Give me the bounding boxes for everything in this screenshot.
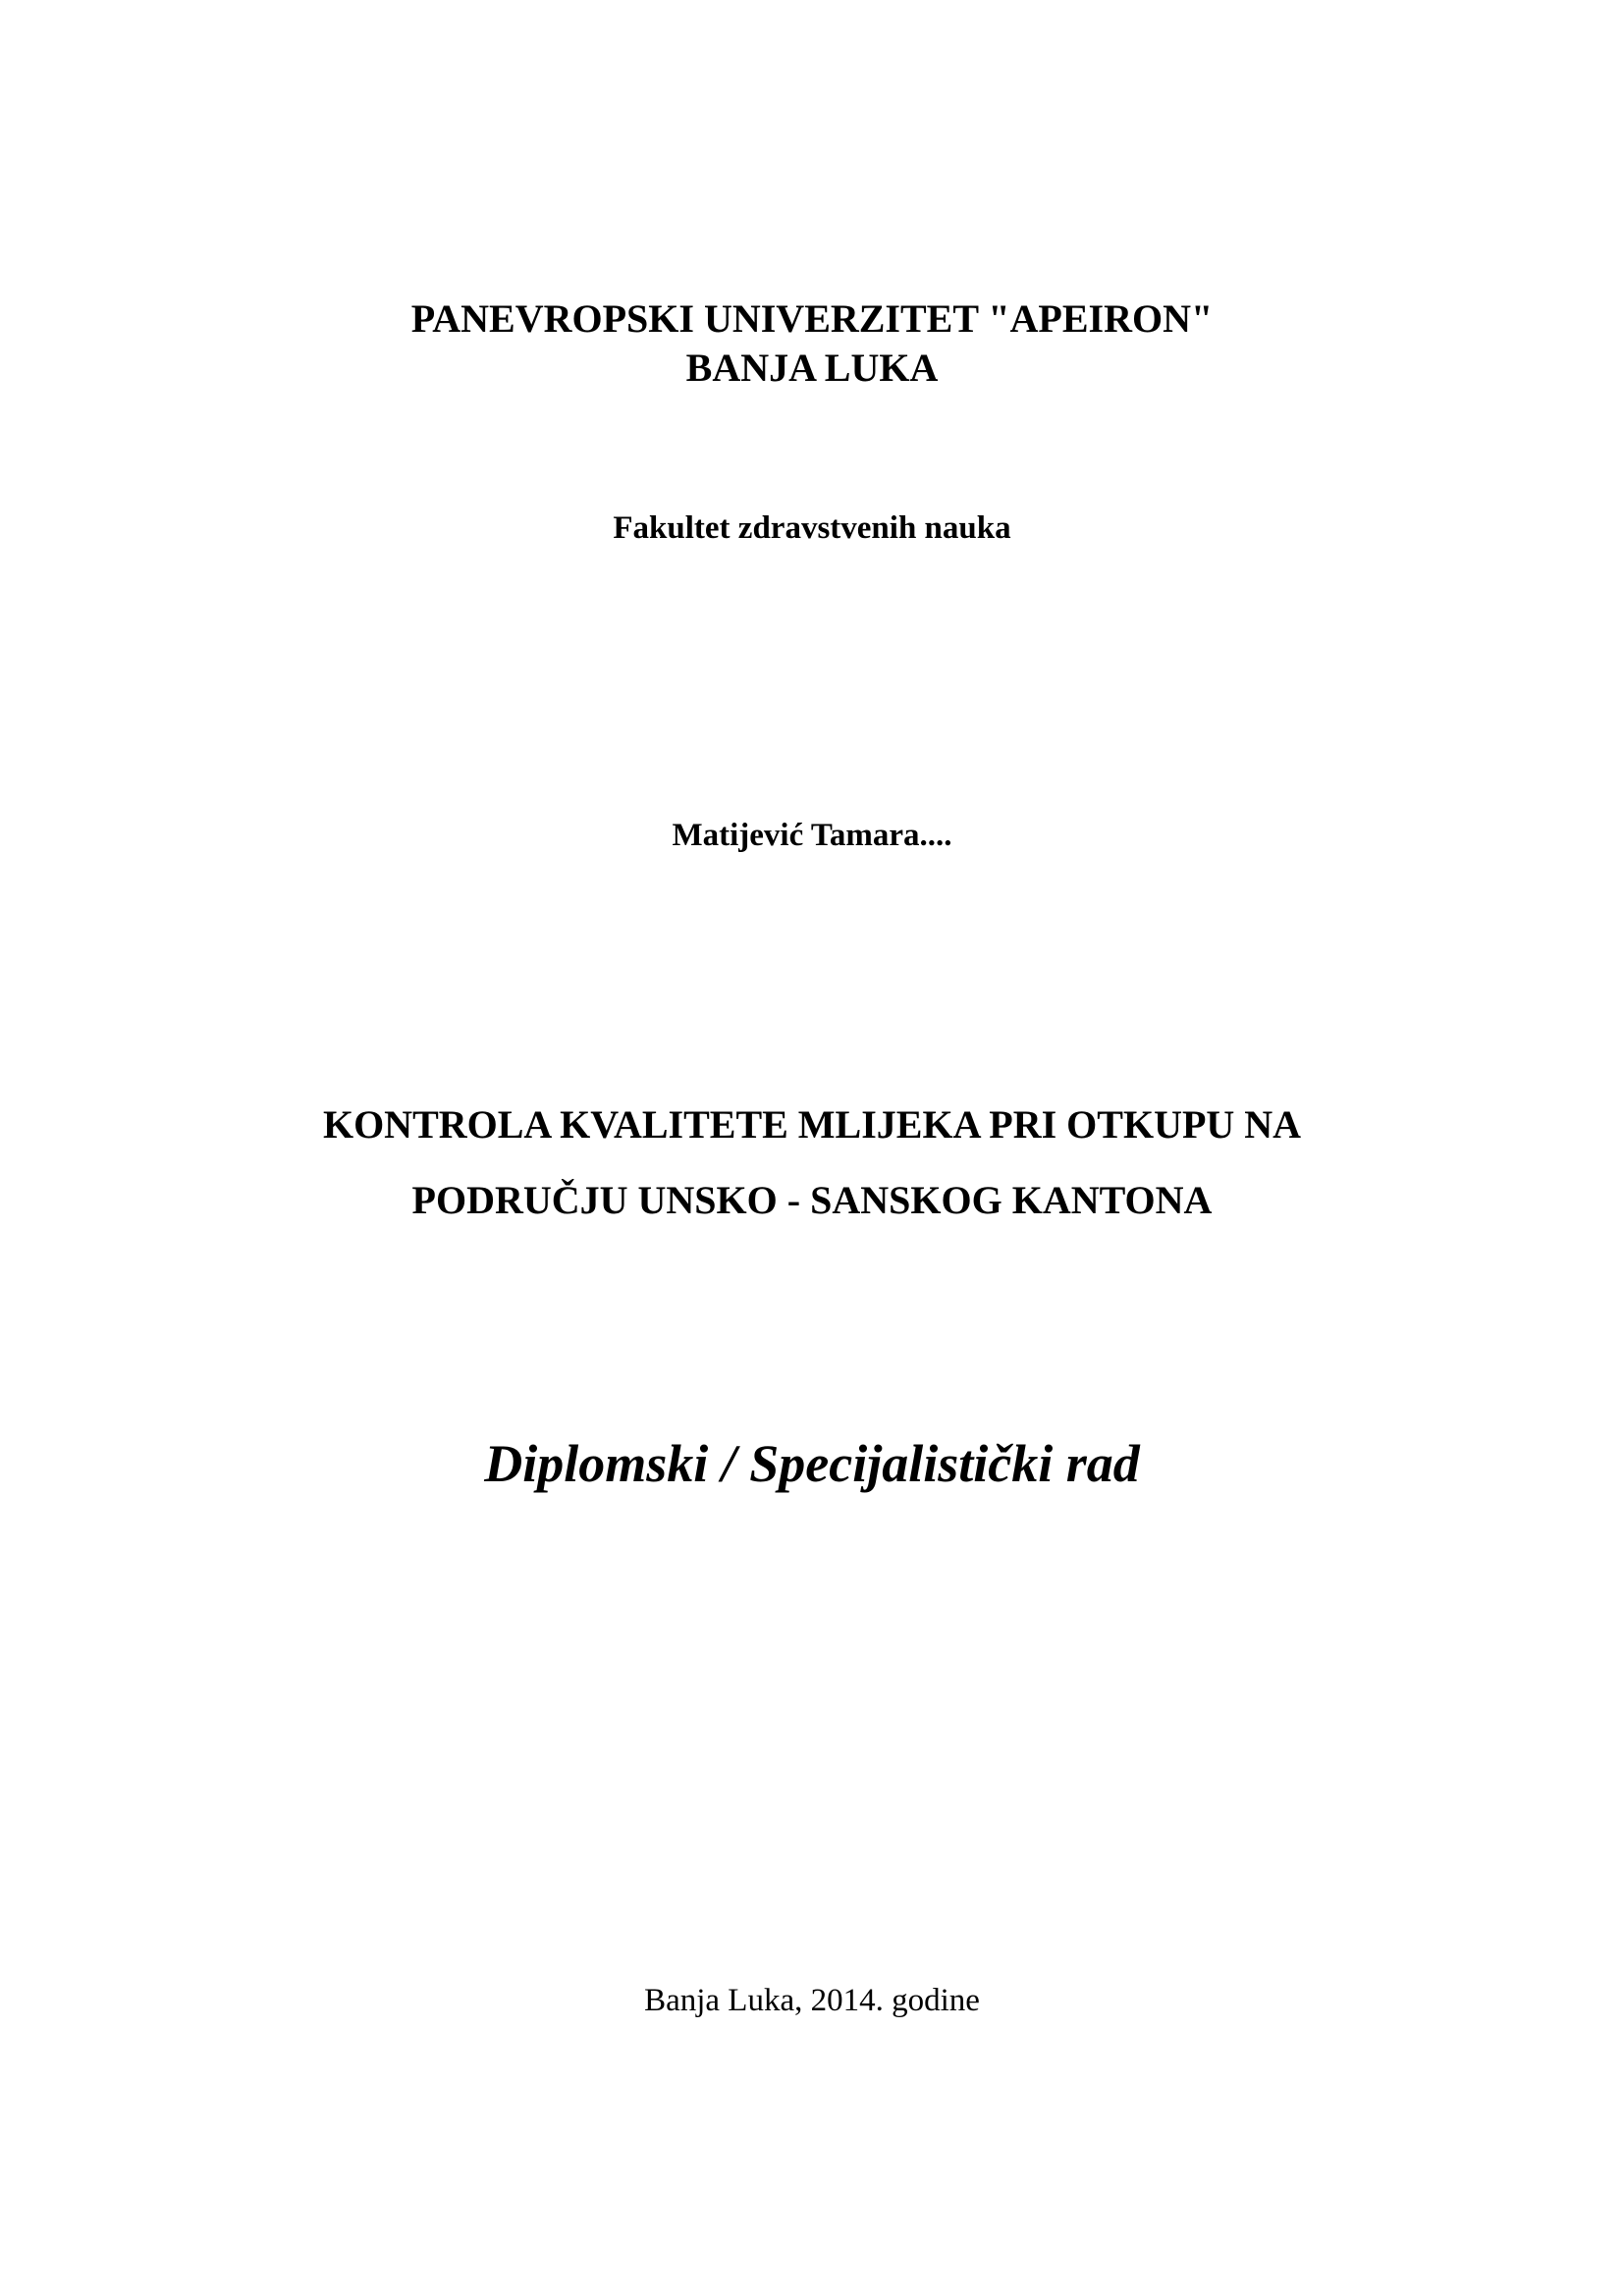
university-city: BANJA LUKA (685, 346, 939, 390)
thesis-title-line-1: KONTROLA KVALITETE MLIJEKA PRI OTKUPU NA (322, 1102, 1302, 1147)
place-and-date: Banja Luka, 2014. godine (644, 1983, 980, 2018)
thesis-type: Diplomski / Specijalistički rad (484, 1434, 1140, 1493)
faculty-name: Fakultet zdravstvenih nauka (613, 510, 1011, 546)
author-name: Matijević Tamara.... (672, 818, 952, 853)
university-name: PANEVROPSKI UNIVERZITET "APEIRON" (410, 296, 1214, 341)
thesis-title-line-2: PODRUČJU UNSKO - SANSKOG KANTONA (411, 1178, 1213, 1222)
